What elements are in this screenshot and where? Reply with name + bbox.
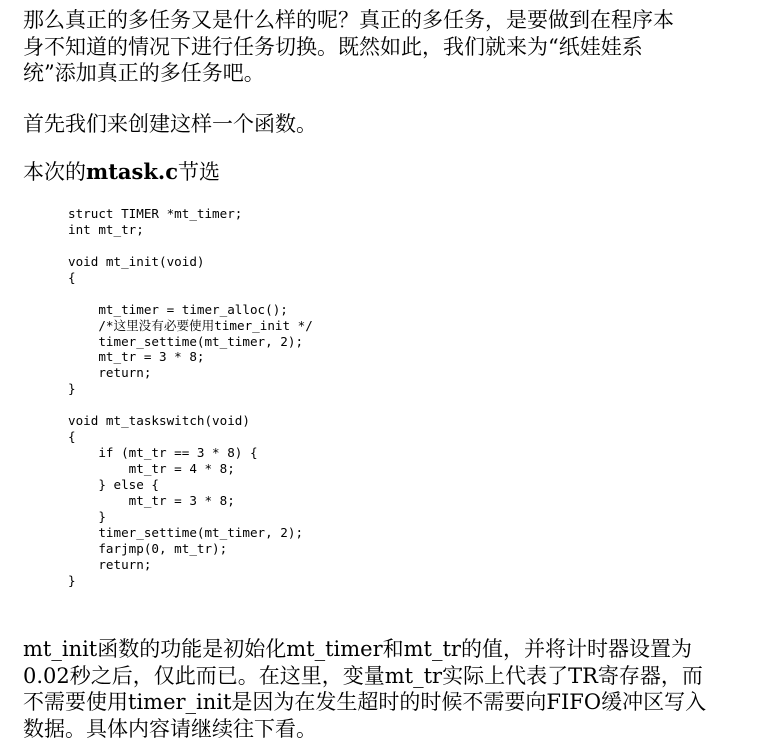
- code-line: return;: [68, 365, 152, 381]
- code-line: if (mt_tr == 3 * 8) {: [68, 445, 258, 461]
- code-line: void mt_init(void): [68, 253, 205, 269]
- caption-filename: mtask.c: [86, 159, 178, 184]
- code-line: }: [68, 508, 106, 524]
- intro-paragraph: [23, 7, 737, 87]
- code-line: farjmp(0, mt_tr);: [68, 540, 228, 556]
- code-line: }: [68, 381, 76, 397]
- step-text: 首先我们来创建这样一个函数。: [23, 112, 317, 136]
- code-line: timer_settime(mt_timer, 2);: [68, 333, 304, 349]
- intro-line: 统”添加真正的多任务吧。: [23, 61, 265, 85]
- code-line: [68, 238, 313, 254]
- code-line: mt_tr = 3 * 8;: [68, 492, 235, 508]
- code-line: {: [68, 269, 76, 285]
- explanation-line: 不需要使用timer_init是因为在发生超时的时候不需要向FIFO缓冲区写入: [23, 690, 707, 714]
- code-line: void mt_taskswitch(void): [68, 413, 250, 429]
- explanation-line: 0.02秒之后，仅此而已。在这里，变量mt_tr实际上代表了TR寄存器，而: [23, 663, 703, 688]
- explanation-line: 数据。具体内容请继续往下看。: [23, 716, 317, 741]
- caption-suffix: 节选: [178, 160, 220, 184]
- explanation-line: mt_init函数的功能是初始化mt_timer和mt_tr的值，并将计时器设置为: [23, 637, 692, 661]
- code-line: int mt_tr;: [68, 221, 144, 237]
- code-line: mt_tr = 4 * 8;: [68, 461, 235, 476]
- code-line: return;: [68, 556, 152, 572]
- step-paragraph: [23, 111, 737, 138]
- code-line: mt_tr = 3 * 8;: [68, 349, 205, 365]
- code-line: struct TIMER *mt_timer;: [68, 206, 243, 221]
- code-line: [68, 286, 313, 302]
- code-line: {: [68, 429, 76, 445]
- code-line: /*这里没有必要使用timer_init */: [68, 317, 313, 333]
- code-line: timer_settime(mt_timer, 2);: [68, 524, 304, 540]
- intro-line: 身不知道的情况下进行任务切换。既然如此，我们就来为“纸娃娃系: [23, 34, 643, 59]
- code-line: } else {: [68, 476, 159, 492]
- code-line: mt_timer = timer_alloc();: [68, 301, 288, 317]
- code-line: [68, 397, 313, 413]
- code-line: }: [68, 572, 76, 588]
- code-caption: [23, 159, 737, 186]
- code-block: [68, 206, 313, 589]
- explanation-paragraph: [23, 636, 737, 742]
- caption-prefix: 本次的: [23, 160, 86, 184]
- intro-line: 那么真正的多任务又是什么样的呢？真正的多任务，是要做到在程序本: [23, 8, 674, 32]
